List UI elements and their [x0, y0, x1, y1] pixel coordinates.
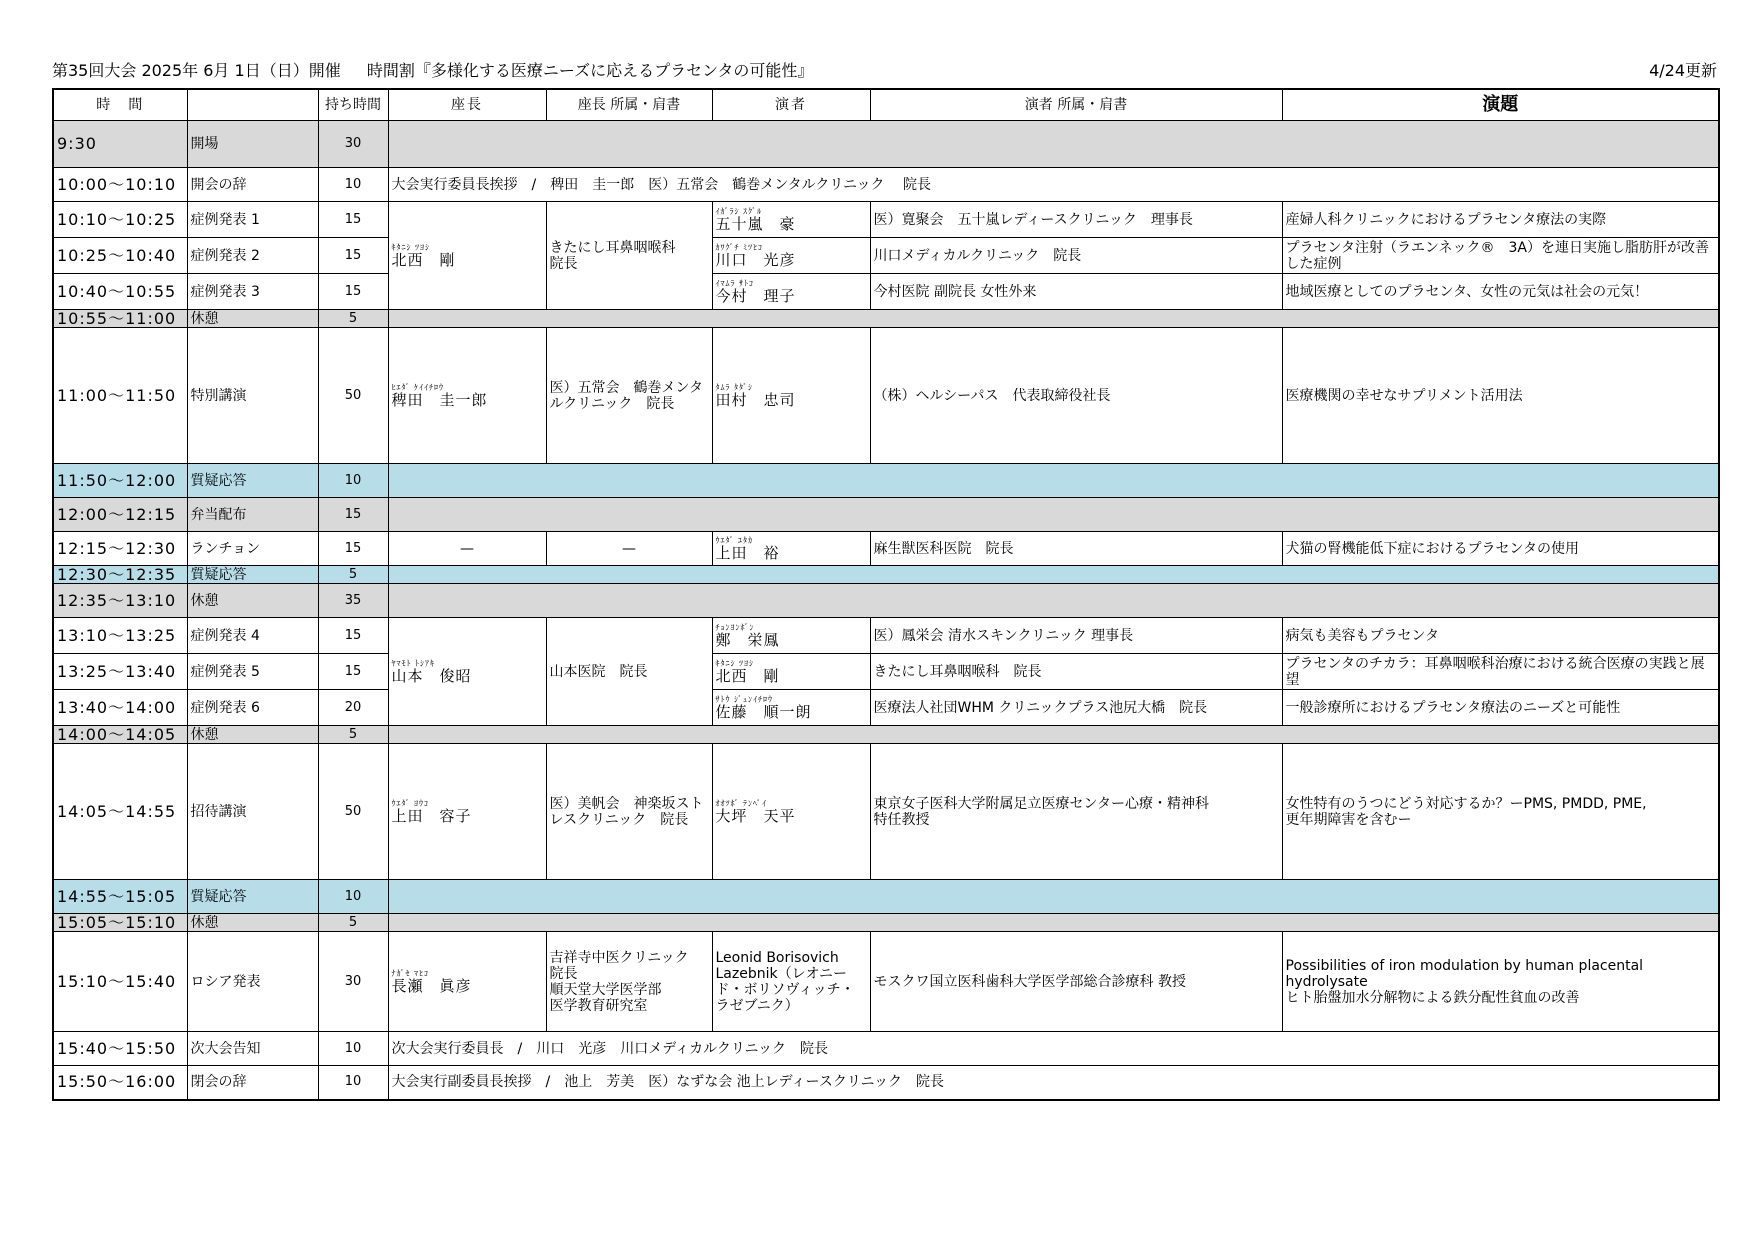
speaker-ruby: ﾁｮﾝﾖﾝﾎﾞﾝ [715, 623, 755, 632]
table-row [53, 1066, 1719, 1100]
table-row [53, 566, 1719, 584]
table-row [53, 654, 1719, 690]
speaker-name: 大坪 天平 [715, 807, 796, 825]
header-row [53, 89, 1719, 121]
table-row [53, 464, 1719, 498]
event-cell: 症例発表 1 [187, 202, 318, 238]
topic-cell: 地域医療としてのプラセンタ、女性の元気は社会の元気！ [1282, 274, 1719, 310]
minutes-cell: 15 [318, 202, 388, 238]
event-cell: 特別講演 [187, 328, 318, 464]
speaker-aff-cell: 東京女子医科大学附属足立医療センター心療・精神科 特任教授 [870, 744, 1282, 880]
speaker-aff-cell: 川口メディカルクリニック 院長 [870, 238, 1282, 274]
time-cell: 15:10〜15:40 [53, 932, 187, 1032]
event-cell: 症例発表 3 [187, 274, 318, 310]
topic-cell: 医療機関の幸せなサプリメント活用法 [1282, 328, 1719, 464]
chair-cell [388, 932, 546, 1032]
note-cell: 大会実行副委員長挨拶 / 池上 芳美 医）なずな会 池上レディースクリニック 院長 [388, 1066, 1719, 1100]
col-blank [187, 89, 318, 121]
event-cell: 次大会告知 [187, 1032, 318, 1066]
minutes-cell: 30 [318, 121, 388, 168]
time-cell: 12:35〜13:10 [53, 584, 187, 618]
event-cell: 開場 [187, 121, 318, 168]
minutes-cell: 15 [318, 654, 388, 690]
update-date: 4/24更新 [1649, 61, 1717, 80]
time-cell: 12:30〜12:35 [53, 566, 187, 584]
table-row [53, 744, 1719, 880]
empty-cell [388, 310, 1719, 328]
table-row [53, 532, 1719, 566]
minutes-cell: 10 [318, 168, 388, 202]
speaker-ruby: ｷﾀﾆｼ ﾂﾖｼ [715, 659, 755, 668]
minutes-cell: 15 [318, 274, 388, 310]
chair-name: 稗田 圭一郎 [391, 391, 488, 409]
table-row [53, 914, 1719, 932]
event-cell: 症例発表 4 [187, 618, 318, 654]
minutes-cell: 5 [318, 310, 388, 328]
speaker-ruby: ﾀﾑﾗ ﾀﾀﾞｼ [715, 383, 754, 392]
speaker-name: 北西 剛 [715, 667, 780, 685]
table-row [53, 584, 1719, 618]
event-cell: 弁当配布 [187, 498, 318, 532]
speaker-cell [712, 202, 870, 238]
table-row [53, 880, 1719, 914]
minutes-cell: 10 [318, 1066, 388, 1100]
speaker-cell [712, 274, 870, 310]
speaker-name: 鄭 栄鳳 [715, 631, 780, 649]
speaker-ruby: ｳｴﾀﾞ ﾕﾀｶ [715, 536, 754, 545]
speaker-name: 上田 裕 [715, 544, 780, 562]
col-chair: 座長 [388, 89, 546, 121]
empty-cell [388, 584, 1719, 618]
topic-cell: 一般診療所におけるプラセンタ療法のニーズと可能性 [1282, 690, 1719, 726]
table-row [53, 202, 1719, 238]
speaker-cell [712, 328, 870, 464]
minutes-cell: 35 [318, 584, 388, 618]
chair-ruby: ﾋｴﾀﾞ ｹｲｲﾁﾛｳ [391, 383, 445, 392]
topic-cell: 女性特有のうつにどう対応するか？ーPMS, PMDD, PME, 更年期障害を含むー [1282, 744, 1719, 880]
speaker-cell [712, 238, 870, 274]
topic-cell: プラセンタ注射（ラエンネック® 3A）を連日実施し脂肪肝が改善した症例 [1282, 238, 1719, 274]
col-time: 時 間 [53, 89, 187, 121]
speaker-cell [712, 618, 870, 654]
table-row [53, 726, 1719, 744]
chair-cell [388, 202, 546, 310]
topic-cell: プラセンタのチカラ：耳鼻咽喉科治療における統合医療の実践と展望 [1282, 654, 1719, 690]
event-cell: 症例発表 2 [187, 238, 318, 274]
event-cell: 休憩 [187, 584, 318, 618]
event-cell: 招待講演 [187, 744, 318, 880]
speaker-aff-cell: 麻生獣医科医院 院長 [870, 532, 1282, 566]
speaker-cell [712, 654, 870, 690]
speaker-aff-cell: 医）寛聚会 五十嵐レディースクリニック 理事長 [870, 202, 1282, 238]
speaker-aff-cell: 今村医院 副院長 女性外来 [870, 274, 1282, 310]
table-row [53, 274, 1719, 310]
empty-cell [388, 914, 1719, 932]
topic-cell: 犬猫の腎機能低下症におけるプラセンタの使用 [1282, 532, 1719, 566]
speaker-name: 佐藤 順一朗 [715, 703, 812, 721]
speaker-cell: Leonid Borisovich Lazebnik（レオニード・ボリソヴィッチ・ラゼブニク） [712, 932, 870, 1032]
time-cell: 13:40〜14:00 [53, 690, 187, 726]
chair-ruby: ﾔﾏﾓﾄ ﾄｼｱｷ [391, 659, 436, 668]
speaker-name: 五十嵐 豪 [715, 215, 796, 233]
event-cell: 症例発表 6 [187, 690, 318, 726]
chair-aff-cell: 山本医院 院長 [546, 618, 712, 726]
chair-ruby: ﾅｶﾞｾ ﾏﾋｺ [391, 969, 430, 978]
chair-cell [388, 744, 546, 880]
col-speaker: 演者 [712, 89, 870, 121]
schedule-table [52, 88, 1720, 1101]
table-row [53, 121, 1719, 168]
minutes-cell: 10 [318, 1032, 388, 1066]
speaker-cell [712, 690, 870, 726]
speaker-ruby: ｵｵﾂﾎﾞ ﾃﾝﾍﾟｲ [715, 799, 768, 808]
time-cell: 14:55〜15:05 [53, 880, 187, 914]
speaker-aff-cell: モスクワ国立医科歯科大学医学部総合診療科 教授 [870, 932, 1282, 1032]
empty-cell [388, 121, 1719, 168]
event-cell: 休憩 [187, 310, 318, 328]
chair-ruby: ｳｴﾀﾞ ﾖｳｺ [391, 799, 430, 808]
event-cell: 開会の辞 [187, 168, 318, 202]
event-cell: 閉会の辞 [187, 1066, 318, 1100]
speaker-ruby: ｲﾏﾑﾗ ｻﾄｺ [715, 279, 755, 288]
speaker-aff-cell: 医）鳳栄会 清水スキンクリニック 理事長 [870, 618, 1282, 654]
table-row [53, 498, 1719, 532]
time-cell: 9:30 [53, 121, 187, 168]
table-row [53, 310, 1719, 328]
time-cell: 14:00〜14:05 [53, 726, 187, 744]
event-cell: ランチョン [187, 532, 318, 566]
speaker-aff-cell: 医療法人社団WHM クリニックプラス池尻大橋 院長 [870, 690, 1282, 726]
chair-cell [388, 618, 546, 726]
chair-aff-cell: 医）美帆会 神楽坂ストレスクリニック 院長 [546, 744, 712, 880]
chair-aff-cell: 医）五常会 鶴巻メンタルクリニック 院長 [546, 328, 712, 464]
note-cell: 次大会実行委員長 / 川口 光彦 川口メディカルクリニック 院長 [388, 1032, 1719, 1066]
speaker-aff-cell: （株）ヘルシーパス 代表取締役社長 [870, 328, 1282, 464]
event-cell: 質疑応答 [187, 464, 318, 498]
minutes-cell: 15 [318, 532, 388, 566]
empty-cell [388, 464, 1719, 498]
chair-name: 北西 剛 [391, 251, 456, 269]
chair-aff-cell: — [546, 532, 712, 566]
speaker-name: 川口 光彦 [715, 251, 796, 269]
time-cell: 10:25〜10:40 [53, 238, 187, 274]
time-cell: 14:05〜14:55 [53, 744, 187, 880]
table-row [53, 328, 1719, 464]
time-cell: 10:55〜11:00 [53, 310, 187, 328]
time-cell: 15:05〜15:10 [53, 914, 187, 932]
time-cell: 15:40〜15:50 [53, 1032, 187, 1066]
note-cell: 大会実行委員長挨拶 / 稗田 圭一郎 医）五常会 鶴巻メンタルクリニック 院長 [388, 168, 1719, 202]
minutes-cell: 10 [318, 464, 388, 498]
col-minutes: 持ち時間 [318, 89, 388, 121]
minutes-cell: 20 [318, 690, 388, 726]
speaker-cell [712, 532, 870, 566]
table-row [53, 238, 1719, 274]
time-cell: 13:10〜13:25 [53, 618, 187, 654]
page-header [52, 58, 1717, 84]
time-cell: 12:00〜12:15 [53, 498, 187, 532]
chair-name: 上田 容子 [391, 807, 472, 825]
chair-name: 長瀬 眞彦 [391, 977, 472, 995]
topic-cell: 産婦人科クリニックにおけるプラセンタ療法の実際 [1282, 202, 1719, 238]
time-cell: 11:00〜11:50 [53, 328, 187, 464]
event-cell: 症例発表 5 [187, 654, 318, 690]
minutes-cell: 50 [318, 328, 388, 464]
minutes-cell: 5 [318, 566, 388, 584]
minutes-cell: 15 [318, 618, 388, 654]
col-topic: 演題 [1282, 89, 1719, 121]
event-cell: 質疑応答 [187, 880, 318, 914]
chair-aff-cell: きたにし耳鼻咽喉科 院長 [546, 202, 712, 310]
time-cell: 15:50〜16:00 [53, 1066, 187, 1100]
time-cell: 10:40〜10:55 [53, 274, 187, 310]
time-cell: 11:50〜12:00 [53, 464, 187, 498]
col-chair-aff: 座長 所属・肩書 [546, 89, 712, 121]
table-row [53, 690, 1719, 726]
chair-cell [388, 328, 546, 464]
event-cell: 質疑応答 [187, 566, 318, 584]
event-cell: 休憩 [187, 726, 318, 744]
table-row [53, 168, 1719, 202]
speaker-ruby: ｲｶﾞﾗｼ ｽｸﾞﾙ [715, 207, 763, 216]
minutes-cell: 10 [318, 880, 388, 914]
minutes-cell: 30 [318, 932, 388, 1032]
minutes-cell: 5 [318, 726, 388, 744]
time-cell: 12:15〜12:30 [53, 532, 187, 566]
topic-cell: 病気も美容もプラセンタ [1282, 618, 1719, 654]
empty-cell [388, 880, 1719, 914]
table-row [53, 618, 1719, 654]
chair-ruby: ｷﾀﾆｼ ﾂﾖｼ [391, 243, 431, 252]
col-speaker-aff: 演者 所属・肩書 [870, 89, 1282, 121]
time-cell: 10:00〜10:10 [53, 168, 187, 202]
time-cell: 10:10〜10:25 [53, 202, 187, 238]
speaker-ruby: ｶﾜｸﾞﾁ ﾐﾂﾋｺ [715, 243, 764, 252]
speaker-name: 今村 理子 [715, 287, 796, 305]
minutes-cell: 50 [318, 744, 388, 880]
empty-cell [388, 726, 1719, 744]
event-cell: 休憩 [187, 914, 318, 932]
minutes-cell: 15 [318, 238, 388, 274]
minutes-cell: 15 [318, 498, 388, 532]
table-row [53, 1032, 1719, 1066]
table-row [53, 932, 1719, 1032]
page-title: 第35回大会 2025年 6月 1日（日）開催 時間割『多様化する医療ニーズに応えるプラセンタの可能性』 [52, 61, 814, 80]
empty-cell [388, 566, 1719, 584]
speaker-ruby: ｻﾄｳ ｼﾞｭﾝｲﾁﾛｳ [715, 695, 774, 704]
speaker-aff-cell: きたにし耳鼻咽喉科 院長 [870, 654, 1282, 690]
chair-cell: — [388, 532, 546, 566]
minutes-cell: 5 [318, 914, 388, 932]
time-cell: 13:25〜13:40 [53, 654, 187, 690]
empty-cell [388, 498, 1719, 532]
topic-cell: Possibilities of iron modulation by human placental hydrolysate ヒト胎盤加水分解物による鉄分配性貧血の改善 [1282, 932, 1719, 1032]
speaker-cell [712, 744, 870, 880]
speaker-name: 田村 忠司 [715, 391, 796, 409]
chair-aff-cell: 吉祥寺中医クリニック 院長 順天堂大学医学部 医学教育研究室 [546, 932, 712, 1032]
event-cell: ロシア発表 [187, 932, 318, 1032]
chair-name: 山本 俊昭 [391, 667, 472, 685]
